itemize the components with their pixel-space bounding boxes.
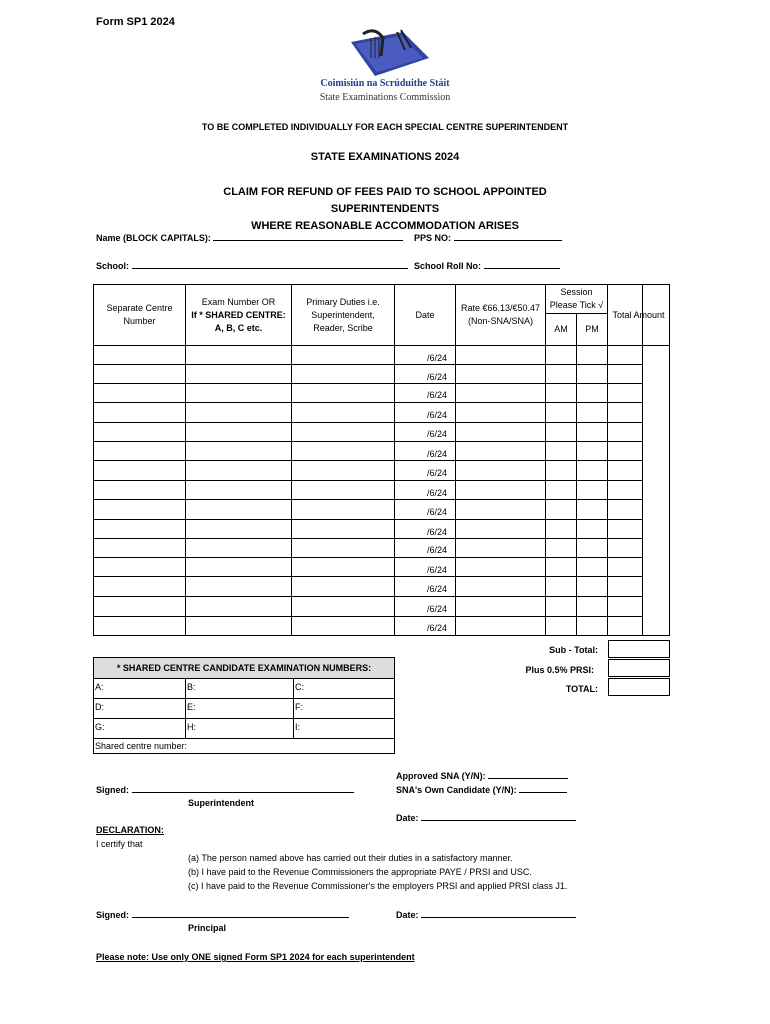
principal-signature[interactable] <box>96 909 349 920</box>
claim-table <box>93 284 643 636</box>
pps-field[interactable] <box>414 232 562 243</box>
shared-h-cell[interactable]: H: <box>186 719 294 739</box>
name-field[interactable] <box>96 232 403 243</box>
shared-centre-number[interactable]: Shared centre number: <box>95 741 188 751</box>
pps-input-line[interactable] <box>454 232 562 241</box>
shared-b-cell[interactable]: B: <box>186 679 294 699</box>
principal-date-line[interactable] <box>421 909 576 918</box>
name-label: Name (BLOCK CAPITALS): <box>96 233 211 243</box>
shared-g-cell[interactable]: G: <box>94 719 186 739</box>
shared-c-cell[interactable]: C: <box>294 679 394 699</box>
header-exam-number <box>185 284 292 346</box>
shared-centre-table <box>93 657 395 754</box>
footer-note: Please note: Use only ONE signed Form SP1 2024 for each superintendent <box>96 952 415 962</box>
superintendent-date[interactable] <box>396 812 576 823</box>
shared-d-cell[interactable]: D: <box>94 699 186 719</box>
claim-table-body <box>93 345 643 636</box>
sna-own-line[interactable] <box>519 784 567 793</box>
subtotal-label: Sub - Total: <box>549 645 598 655</box>
date-cell[interactable]: /6/24 <box>427 468 448 478</box>
total-box[interactable] <box>608 678 670 696</box>
header-total-amount <box>607 284 670 346</box>
date-cell[interactable]: /6/24 <box>427 449 448 459</box>
page-title: STATE EXAMINATIONS 2024 <box>310 151 460 163</box>
date-cell[interactable]: /6/24 <box>427 429 448 439</box>
header-exam-line-2: If * SHARED CENTRE: <box>191 309 286 320</box>
header-duties-line-2: Superintendent, <box>311 309 375 320</box>
approved-sna-line[interactable] <box>488 770 568 779</box>
roll-label: School Roll No: <box>414 261 481 271</box>
date-cell[interactable]: /6/24 <box>427 584 448 594</box>
sna-own-label: SNA's Own Candidate (Y/N): <box>396 785 517 795</box>
date-cell[interactable]: /6/24 <box>427 390 448 400</box>
declaration-item-a: (a) The person named above has carried out their duties in a satisfactory manner. <box>188 853 513 863</box>
date-cell[interactable]: /6/24 <box>427 604 448 614</box>
date-cell[interactable]: /6/24 <box>427 353 448 363</box>
header-rate-line-2: (Non-SNA/SNA) <box>467 316 533 326</box>
approved-sna-label: Approved SNA (Y/N): <box>396 771 486 781</box>
date-cell[interactable]: /6/24 <box>427 565 448 575</box>
org-name-irish: Coimisiún na Scrúduithe Stáit <box>320 78 450 89</box>
roll-input-line[interactable] <box>484 260 560 269</box>
header-session-line-1: Session <box>560 287 593 297</box>
superintendent-signature[interactable] <box>96 784 354 795</box>
principal-caption: Principal <box>188 923 227 933</box>
shared-i-cell[interactable]: I: <box>294 719 394 739</box>
header-exam-line-1: Exam Number OR <box>201 296 276 307</box>
date-cell[interactable]: /6/24 <box>427 372 448 382</box>
subtotal-box[interactable] <box>608 640 670 658</box>
header-pm-label: PM <box>585 324 599 334</box>
school-input-line[interactable] <box>132 260 408 269</box>
header-separate-centre-label: Separate Centre Number <box>106 303 173 326</box>
instruction-text: TO BE COMPLETED INDIVIDUALLY FOR EACH SPECIAL CENTRE SUPERINTENDENT <box>201 122 569 132</box>
sec-logo <box>345 28 433 80</box>
superintendent-caption: Superintendent <box>188 798 255 808</box>
form-subtitle <box>175 184 595 235</box>
school-field[interactable] <box>96 260 408 271</box>
principal-signature-line[interactable] <box>132 909 349 918</box>
header-rate-line-1: Rate €66.13/€50.47 <box>460 303 541 313</box>
date-cell[interactable]: /6/24 <box>427 488 448 498</box>
shared-f-cell[interactable]: F: <box>294 699 394 719</box>
principal-date[interactable] <box>396 909 576 920</box>
date-cell[interactable]: /6/24 <box>427 507 448 517</box>
shared-centre-title: * SHARED CENTRE CANDIDATE EXAMINATION NUMBERS: <box>94 658 394 679</box>
pps-label: PPS NO: <box>414 233 452 243</box>
header-exam-line-3: A, B, C etc. <box>214 322 263 333</box>
header-separate-centre <box>93 284 186 346</box>
roll-field[interactable] <box>414 260 560 271</box>
shared-e-cell[interactable]: E: <box>186 699 294 719</box>
header-session-line-2: Please Tick √ <box>549 300 604 310</box>
header-am <box>545 313 577 346</box>
sna-own-field[interactable] <box>396 784 567 795</box>
declaration-title: DECLARATION: <box>96 825 164 835</box>
date-cell[interactable]: /6/24 <box>427 545 448 555</box>
superintendent-signature-line[interactable] <box>132 784 354 793</box>
declaration-item-b: (b) I have paid to the Revenue Commissioners the appropriate PAYE / PRSI and USC. <box>188 867 532 877</box>
header-date <box>394 284 456 346</box>
prsi-box[interactable] <box>608 659 670 677</box>
header-total-amount-label: Total Amount <box>612 309 665 320</box>
header-rate <box>455 284 546 346</box>
signed-label: Signed: <box>96 785 129 795</box>
header-pm <box>576 313 608 346</box>
declaration-item-c: (c) I have paid to the Revenue Commissioner's the employers PRSI and applied PRSI class J1. <box>188 881 568 891</box>
header-am-label: AM <box>554 324 568 334</box>
form-id: Form SP1 2024 <box>96 16 175 28</box>
school-label: School: <box>96 261 129 271</box>
subtitle-line-1: CLAIM FOR REFUND OF FEES PAID TO SCHOOL APPOINTED SUPERINTENDENTS <box>223 186 547 215</box>
date-cell[interactable]: /6/24 <box>427 410 448 420</box>
header-session <box>545 284 608 314</box>
org-name-english: State Examinations Commission <box>319 92 451 103</box>
header-duties-line-1: Primary Duties i.e. <box>306 296 380 307</box>
superintendent-date-line[interactable] <box>421 812 576 821</box>
prsi-label: Plus 0.5% PRSI: <box>525 665 594 675</box>
approved-sna-field[interactable] <box>396 770 568 781</box>
header-primary-duties <box>291 284 395 346</box>
date-label: Date: <box>396 910 419 920</box>
header-date-label: Date <box>415 309 435 320</box>
date-cell[interactable]: /6/24 <box>427 623 448 633</box>
date-label: Date: <box>396 813 419 823</box>
signed-label: Signed: <box>96 910 129 920</box>
total-amount-column <box>607 345 670 636</box>
declaration-intro: I certify that <box>96 839 143 849</box>
subtitle-line-2: WHERE REASONABLE ACCOMMODATION ARISES <box>251 220 519 232</box>
name-input-line[interactable] <box>213 232 403 241</box>
shared-a-cell[interactable]: A: <box>94 679 186 699</box>
total-label: TOTAL: <box>565 684 598 694</box>
header-duties-line-3: Reader, Scribe <box>313 322 373 333</box>
date-cell[interactable]: /6/24 <box>427 527 448 537</box>
